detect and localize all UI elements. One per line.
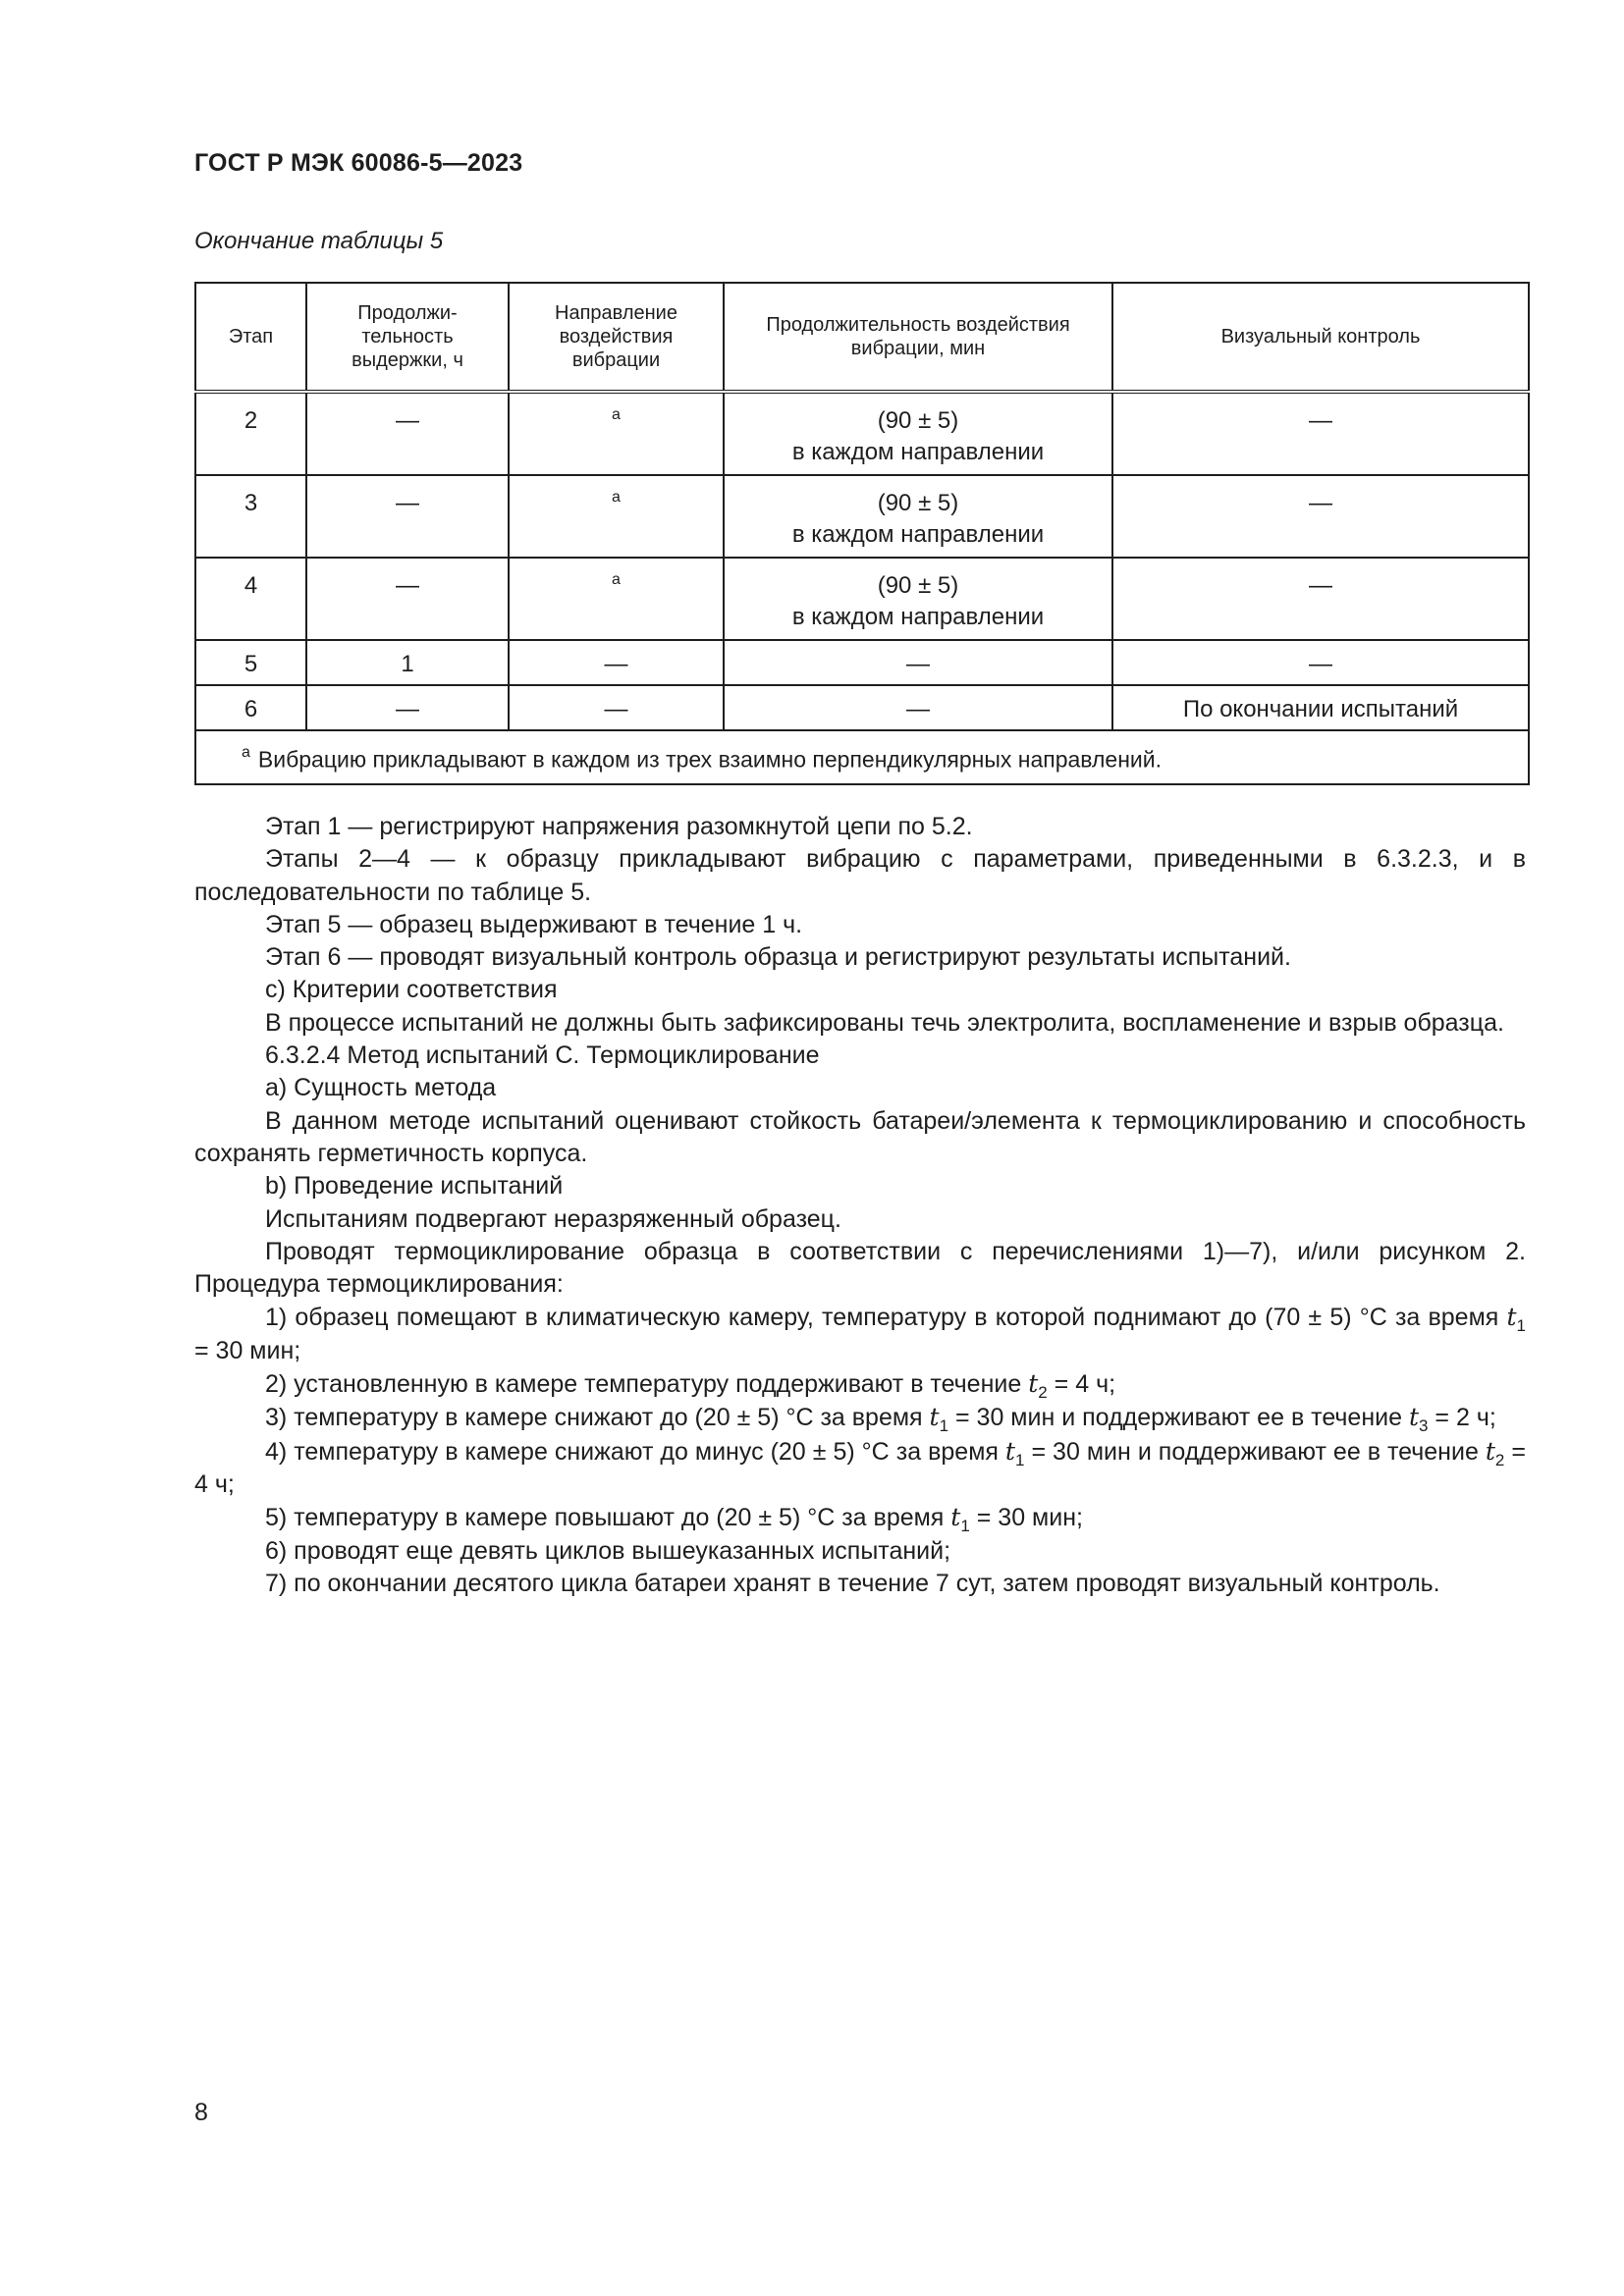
table-cell: (90 ± 5) в каждом направлении (724, 475, 1112, 558)
table-footnote (195, 730, 1529, 784)
paragraph: Этап 6 — проводят визуальный контроль образца и регистрируют результаты испытаний. (265, 943, 1291, 972)
table-cell: 4 (195, 558, 306, 640)
subheading: c) Критерии соответствия (265, 976, 558, 1004)
document-header: ГОСТ Р МЭК 60086-5—2023 (194, 149, 523, 177)
page-number: 8 (194, 2099, 208, 2126)
col-header-stage: Этап (195, 283, 306, 392)
body-text (194, 811, 1526, 1600)
table-caption: Окончание таблицы 5 (194, 228, 444, 254)
list-item: 6) проводят еще девять циклов вышеуказанных испытаний; (265, 1536, 951, 1565)
subheading: a) Сущность метода (265, 1074, 497, 1102)
table-footnote-row (195, 730, 1529, 784)
table-cell: 3 (195, 475, 306, 558)
paragraph: Этап 5 — образец выдерживают в течение 1 ч. (265, 910, 803, 938)
col-header-vibration-time: Продолжительность воздействия вибрации, мин (724, 283, 1112, 392)
table-row (195, 475, 1529, 558)
list-item: 7) по окончании десятого цикла батареи хранят в течение 7 сут, затем проводят визуальный контроль. (265, 1569, 1440, 1597)
list-item: 1) образец помещают в климатическую камеру, температуру в которой поднимают до (70 ± 5) °С за время $t_1 = 30$ мин; (194, 1303, 1526, 1364)
table-row (195, 558, 1529, 640)
table-cell: 5 (195, 640, 306, 685)
footnote-text: Вибрацию прикладывают в каждом из трех взаимно перпендикулярных направлений. (257, 746, 1162, 773)
table-cell: — (509, 640, 724, 685)
table-cell: — (1112, 475, 1529, 558)
paragraph: Этап 1 — регистрируют напряжения разомкнутой цепи по 5.2. (265, 813, 973, 840)
list-item: 5) температуру в камере повышают до (20 ± 5) °С за время $t_1 = 30$ мин; (265, 1503, 1083, 1536)
table-cell: 2 (195, 392, 306, 475)
table-cell: — (1112, 392, 1529, 475)
table-cell: (90 ± 5) в каждом направлении (724, 392, 1112, 475)
table-cell-footnote-ref: a (509, 475, 724, 558)
paragraph: В процессе испытаний не должны быть зафиксированы течь электролита, воспламенение и взрыв образца. (265, 1008, 1504, 1037)
footnote-mark: a (242, 744, 250, 761)
table-cell: — (509, 685, 724, 730)
table-cell: (90 ± 5) в каждом направлении (724, 558, 1112, 640)
paragraph: Проводят термоциклирование образца в соответствии с перечислениями 1)—7), и/или рисунком 2. Процедура термоциклирования: (194, 1237, 1526, 1299)
table-cell: 1 (306, 640, 509, 685)
list-item: 3) температуру в камере снижают до (20 ± 5) °С за время $t_1 = 30$ мин и поддерживают ее в течение $t_3 = 2$ ч; (265, 1403, 1496, 1436)
table-header-row (195, 283, 1529, 392)
subheading: b) Проведение испытаний (265, 1172, 564, 1201)
paragraph: Испытаниям подвергают неразряженный образец. (265, 1204, 841, 1233)
table-row (195, 392, 1529, 475)
table-row (195, 685, 1529, 730)
table-cell: — (724, 640, 1112, 685)
table-cell: — (306, 475, 509, 558)
table-cell-footnote-ref: a (509, 392, 724, 475)
table-cell: 6 (195, 685, 306, 730)
table-cell: По окончании испытаний (1112, 685, 1529, 730)
table-cell: — (1112, 640, 1529, 685)
table-5 (194, 282, 1530, 785)
table-cell: — (306, 558, 509, 640)
paragraph: Этапы 2—4 — к образцу прикладывают вибрацию с параметрами, приведенными в 6.3.2.3, и в последовательности по таблице 5. (194, 845, 1526, 906)
list-item: 2) установленную в камере температуру поддерживают в течение $t_2 = 4$ ч; (265, 1369, 1116, 1403)
col-header-duration: Продолжи- тельность выдержки, ч (306, 283, 509, 392)
list-item: 4) температуру в камере снижают до минус (20 ± 5) °С за время $t_1 = 30$ мин и поддерживают ее в течение $t_2 = 4$ ч; (194, 1436, 1526, 1498)
section-heading: 6.3.2.4 Метод испытаний C. Термоциклирование (265, 1041, 820, 1070)
paragraph: В данном методе испытаний оценивают стойкость батареи/элемента к термоциклированию и способность сохранять герметичность корпуса. (194, 1106, 1526, 1167)
table-row (195, 640, 1529, 685)
table-cell: — (1112, 558, 1529, 640)
table-cell: — (306, 392, 509, 475)
col-header-visual-control: Визуальный контроль (1112, 283, 1529, 392)
table-cell-footnote-ref: a (509, 558, 724, 640)
table-cell: — (724, 685, 1112, 730)
col-header-direction: Направление воздействия вибрации (509, 283, 724, 392)
table-cell: — (306, 685, 509, 730)
